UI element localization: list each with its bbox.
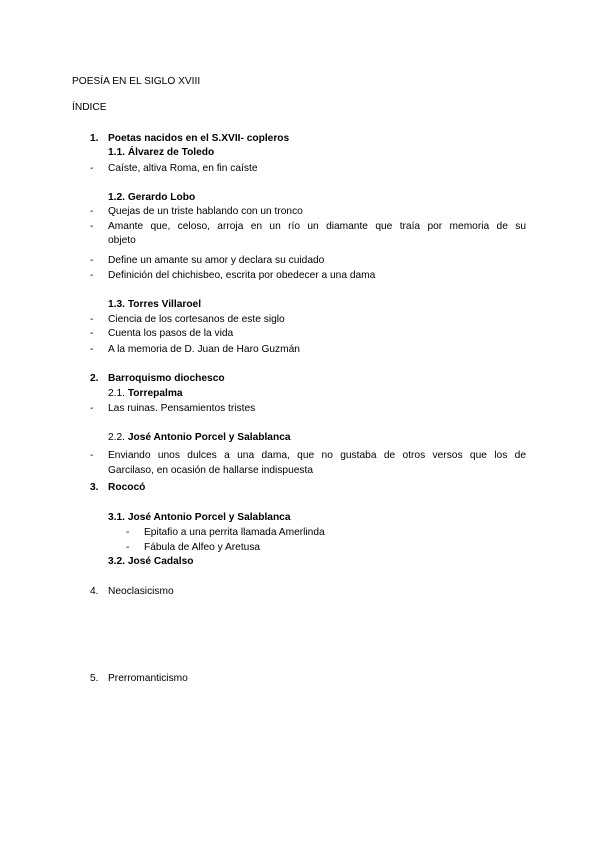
subsection-prefix: 2.1. [108,388,125,399]
section-title: Barroquismo diochesco [108,373,225,384]
subsection-title: José Antonio Porcel y Salablanca [127,432,291,443]
subsection-title: 1.3. Torres Villaroel [108,299,202,310]
section-number: 5. [90,673,99,684]
list-dash: - [90,221,94,232]
list-item: Cuenta los pasos de la vida [108,328,234,339]
list-dash: - [126,527,130,538]
subsection-title: 1.1. Álvarez de Toledo [108,147,215,158]
subsection-title: 3.1. José Antonio Porcel y Salablanca [108,512,291,523]
section-number: 2. [90,373,99,384]
list-item: Quejas de un triste hablando con un tronco [108,206,303,217]
list-dash: - [90,403,94,414]
list-dash: - [90,163,94,174]
subsection-heading [108,387,183,400]
list-item: Caíste, altiva Roma, en fin caíste [108,163,258,174]
list-item: Define un amante su amor y declara su cuidado [108,255,325,266]
list-dash: - [90,328,94,339]
list-item: A la memoria de D. Juan de Haro Guzmán [108,344,300,355]
subsection-title: 3.2. José Cadalso [108,556,194,567]
index-heading: ÍNDICE [72,102,107,113]
list-item: Enviando unos dulces a una dama, que no gustaba de otros versos que los de [108,450,526,461]
list-item-continuation: Garcilaso, en ocasión de hallarse indispuesta [108,465,314,476]
subsection-title: Torrepalma [127,388,183,399]
list-dash: - [90,450,94,461]
subsection-prefix: 2.2. [108,432,125,443]
subsection-heading [108,431,291,444]
list-dash: - [90,255,94,266]
subsection-title: 1.2. Gerardo Lobo [108,192,196,203]
list-dash: - [90,314,94,325]
section-number: 1. [90,133,99,144]
section-number: 4. [90,586,99,597]
list-item: Ciencia de los cortesanos de este siglo [108,314,285,325]
list-item-continuation: objeto [108,235,136,246]
section-number: 3. [90,482,99,493]
section-title: Poetas nacidos en el S.XVII- copleros [108,133,290,144]
list-item: Epitafio a una perrita llamada Amerlinda [144,527,325,538]
list-item: Fábula de Alfeo y Aretusa [144,542,261,553]
list-dash: - [90,270,94,281]
section-title: Neoclasicismo [108,586,174,597]
list-item: Las ruinas. Pensamientos tristes [108,403,256,414]
list-dash: - [126,542,130,553]
section-title: Rococó [108,482,146,493]
section-title: Prerromanticismo [108,673,188,684]
document-title: POESÍA EN EL SIGLO XVIII [72,76,201,87]
list-item: Amante que, celoso, arroja en un río un diamante que traía por memoria de su [108,221,526,232]
list-dash: - [90,206,94,217]
list-dash: - [90,344,94,355]
list-item: Definición del chichisbeo, escrita por obedecer a una dama [108,270,376,281]
